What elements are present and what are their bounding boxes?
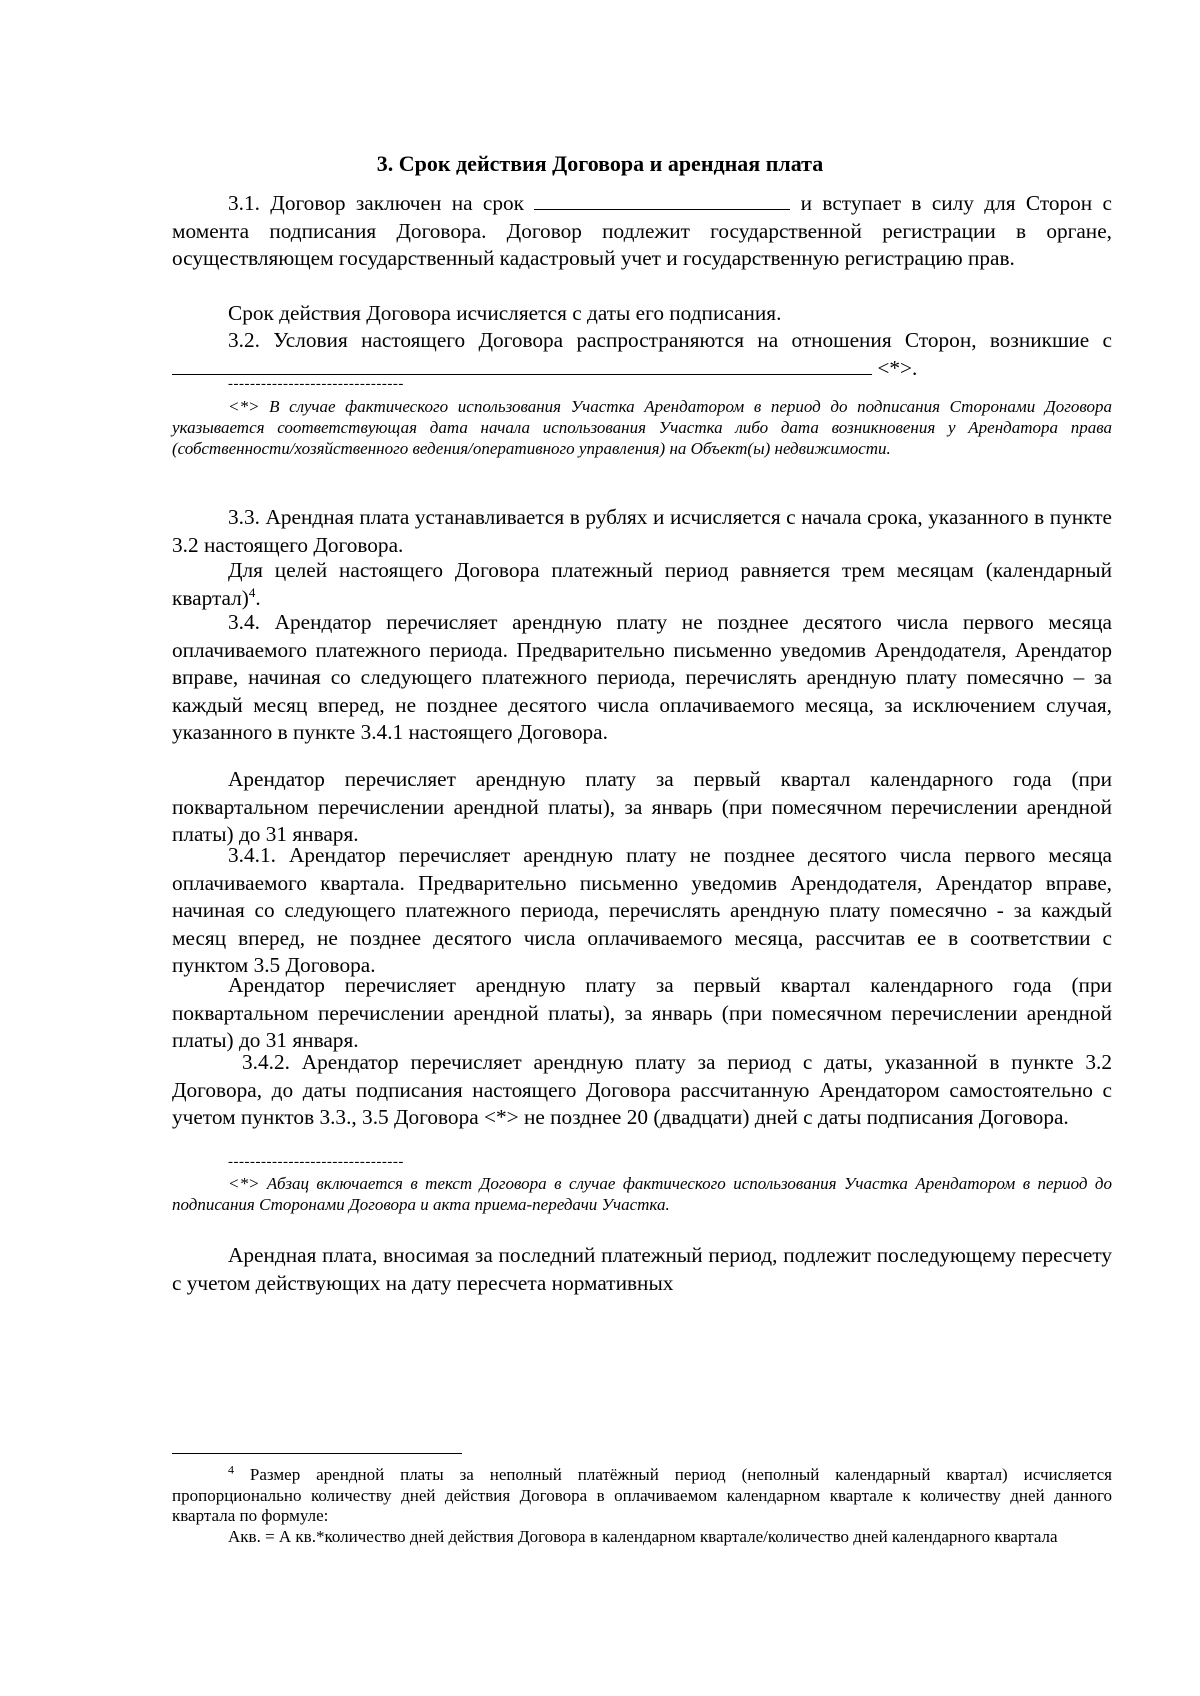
footnote-4-text — [172, 1462, 1112, 1527]
clause-3-2-lead: 3.2. Условия настоящего Договора распространяются на отношения Сторон, возникшие с — [228, 328, 1112, 352]
footnote-rule — [172, 1453, 462, 1454]
clause-3-2-suffix: <*>. — [872, 355, 918, 380]
note-1-text: <*> В случае фактического использования Участка Арендатором в период до подписания Сторонами Договора указывается соответствующая дата начала использования Участка либо дата возникновения у Арендатора права (собственности/хозяйственного ведения/оперативного управления) на Объект(ы) недвижимости. — [172, 397, 1112, 458]
footnote-4 — [172, 1462, 1112, 1547]
clause-3-3-text: 3.3. Арендная плата устанавливается в рублях и исчисляется с начала срока, указанного в пункте 3.2 настоящего Договора. — [172, 505, 1112, 557]
clause-3-2 — [172, 327, 1112, 382]
rent-recalculation — [172, 1242, 1112, 1297]
clause-3-4-1-text: 3.4.1. Арендатор перечисляет арендную плату не позднее десятого числа первого месяца оплачиваемого квартала. Предварительно письменно уведомив Арендодателя, Арендатор вправе, начиная со следующего платежного периода, перечислять арендную плату помесячно - за каждый месяц вперед, не позднее десятого числа оплачиваемого месяца, рассчитав ее в соответствии с пунктом 3.5 Договора. — [172, 843, 1112, 977]
clause-3-1-term — [172, 300, 1112, 328]
clause-3-4 — [172, 609, 1112, 747]
note-separator-1 — [172, 376, 1112, 392]
separator-line: -------------------------------- — [228, 376, 404, 392]
separator-line: -------------------------------- — [228, 1154, 404, 1170]
clause-3-4-1-january-text: Арендатор перечисляет арендную плату за первый квартал календарного года (при поквартальном перечислении арендной платы), за январь (при помесячном перечислении арендной платы) до 31 января. — [172, 973, 1112, 1052]
clause-3-3-period-text — [172, 557, 1112, 612]
clause-3-1 — [172, 190, 1112, 273]
clause-3-4-2 — [172, 1049, 1112, 1132]
note-2 — [172, 1173, 1112, 1215]
clause-3-4-1-january — [172, 972, 1112, 1055]
clause-3-3 — [172, 504, 1112, 559]
clause-3-1-lead: 3.1. Договор заключен на срок — [228, 191, 535, 215]
section-title: 3. Срок действия Договора и арендная плата — [376, 151, 824, 176]
clause-3-4-2-text: 3.4.2. Арендатор перечисляет арендную плату за период с даты, указанной в пункте 3.2 Договора, до даты подписания настоящего Договора рассчитанную Арендатором самостоятельно с учетом пунктов 3.3., 3.5 Договора <*> не позднее 20 (двадцати) дней с даты подписания Договора. — [172, 1050, 1112, 1129]
clause-3-1-text — [172, 190, 1112, 273]
clause-3-4-january-text: Арендатор перечисляет арендную плату за первый квартал календарного года (при поквартальном перечислении арендной платы), за январь (при помесячном перечислении арендной платы) до 31 января. — [172, 767, 1112, 846]
footnote-formula: Акв. = А кв.*количество дней действия Договора в календарном квартале/количество дней календарного квартала — [228, 1526, 1058, 1546]
period-end: . — [255, 585, 261, 610]
clause-3-3-period — [172, 557, 1112, 612]
clause-3-4-1 — [172, 842, 1112, 980]
clause-3-2-text — [172, 327, 1112, 382]
term-blank — [534, 191, 790, 210]
note-1 — [172, 396, 1112, 459]
clause-3-4-january — [172, 766, 1112, 849]
footnote-ref[interactable]: 4 — [248, 584, 256, 600]
clause-3-1-term-text: Срок действия Договора исчисляется с даты его подписания. — [228, 301, 782, 325]
rent-recalculation-text: Арендная плата, вносимая за последний платежный период, подлежит последующему пересчету с учетом действующих на дату пересчета нормативных — [172, 1243, 1112, 1295]
note-2-text: <*> Абзац включается в текст Договора в случае фактического использования Участка Арендатором в период до подписания Сторонами Договора и акта приема-передачи Участка. — [172, 1174, 1112, 1214]
period-text: Для целей настоящего Договора платежный период равняется трем месяцам (календарный квартал) — [172, 558, 1112, 610]
clause-3-4-text: 3.4. Арендатор перечисляет арендную плату не позднее десятого числа первого месяца оплачиваемого платежного периода. Предварительно письменно уведомив Арендодателя, Арендатор вправе, начиная со следующего платежного периода, перечислять арендную плату помесячно – за каждый месяц вперед, не позднее десятого числа оплачиваемого месяца, за исключением случая, указанного в пункте 3.4.1 настоящего Договора. — [172, 610, 1112, 744]
clause-3-1-rest: и вступает в силу для Сторон с момента подписания Договора. Договор подлежит государственной регистрации в органе, осуществляющем государственный кадастровый учет и государственную регистрацию прав. — [172, 191, 1112, 270]
footnote-number: 4 — [228, 1462, 234, 1477]
footnote-body: Размер арендной платы за неполный платёжный период (неполный календарный квартал) исчисляется пропорционально количеству дней действия Договора в оплачиваемом календарном квартале к количеству дней данного квартала по формуле: — [172, 1465, 1112, 1525]
note-separator-2 — [172, 1154, 1112, 1170]
date-blank — [172, 356, 872, 375]
